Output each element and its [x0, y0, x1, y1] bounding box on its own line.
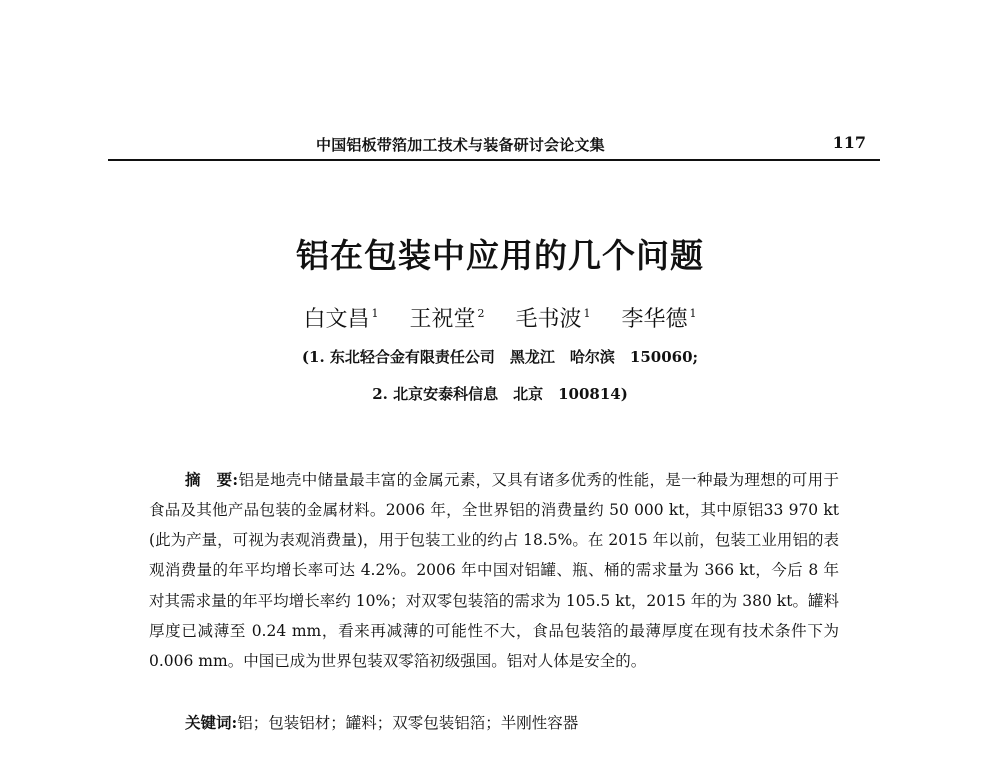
author-name: 王祝堂 — [409, 307, 476, 332]
abstract — [149, 465, 839, 677]
author — [409, 309, 484, 331]
author-list — [0, 309, 1000, 331]
affiliation-line: 2. 北京安泰科信息 北京 100814) — [372, 385, 628, 403]
paper-title: 铝在包装中应用的几个问题 — [296, 236, 704, 276]
author-name: 白文昌 — [303, 307, 370, 332]
keywords-text: 铝；包装铝材；罐料；双零包装铝箔；半刚性容器 — [237, 714, 579, 732]
keywords-label: 关键词: — [185, 713, 238, 732]
abstract-label: 摘 要: — [185, 469, 239, 489]
author-affiliation-mark: 2 — [477, 307, 485, 320]
running-header — [108, 132, 880, 160]
affiliation-line: (1. 东北轻合金有限责任公司 黑龙江 哈尔滨 150060; — [301, 348, 699, 366]
author-affiliation-mark: 1 — [689, 307, 697, 320]
keywords — [185, 715, 578, 732]
journal-title: 中国铝板带箔加工技术与装备研讨会论文集 — [316, 136, 605, 154]
author-affiliation-mark: 1 — [371, 307, 379, 320]
author — [516, 309, 591, 331]
author — [622, 309, 697, 331]
author-name: 毛书波 — [515, 307, 582, 332]
author — [303, 309, 378, 331]
page-number: 117 — [832, 133, 866, 152]
header-rule — [108, 159, 880, 161]
abstract-text: 铝是地壳中储量最丰富的金属元素，又具有诸多优秀的性能，是一种最为理想的可用于食品及其他产品包装的金属材料。2006 年，全世界铝的消费量约 50 000 kt，其中原铝33 970 kt (此为产量，可视为表观消费量)，用于包装工业的约占 18.5%。在 2015 年以前，包装工业用铝的表观消费量的年平均增长率可达 4.2%。2006 年中国对铝罐、瓶、桶的需求量为 366 kt，今后 8 年对其需求量的年平均增长率约 10%；对双零包装箔的需求为 105.5 kt，2015 年的为 380 kt。罐料厚度已减薄至 0.24 mm，看来再减薄的可能性不大，食品包装箔的最薄厚度在现有技术条件下为 0.006 mm。中国已成为世界包装双零箔初级强国。铝对人体是安全的。 — [149, 470, 839, 671]
author-affiliation-mark: 1 — [583, 307, 591, 320]
author-name: 李华德 — [621, 307, 688, 332]
